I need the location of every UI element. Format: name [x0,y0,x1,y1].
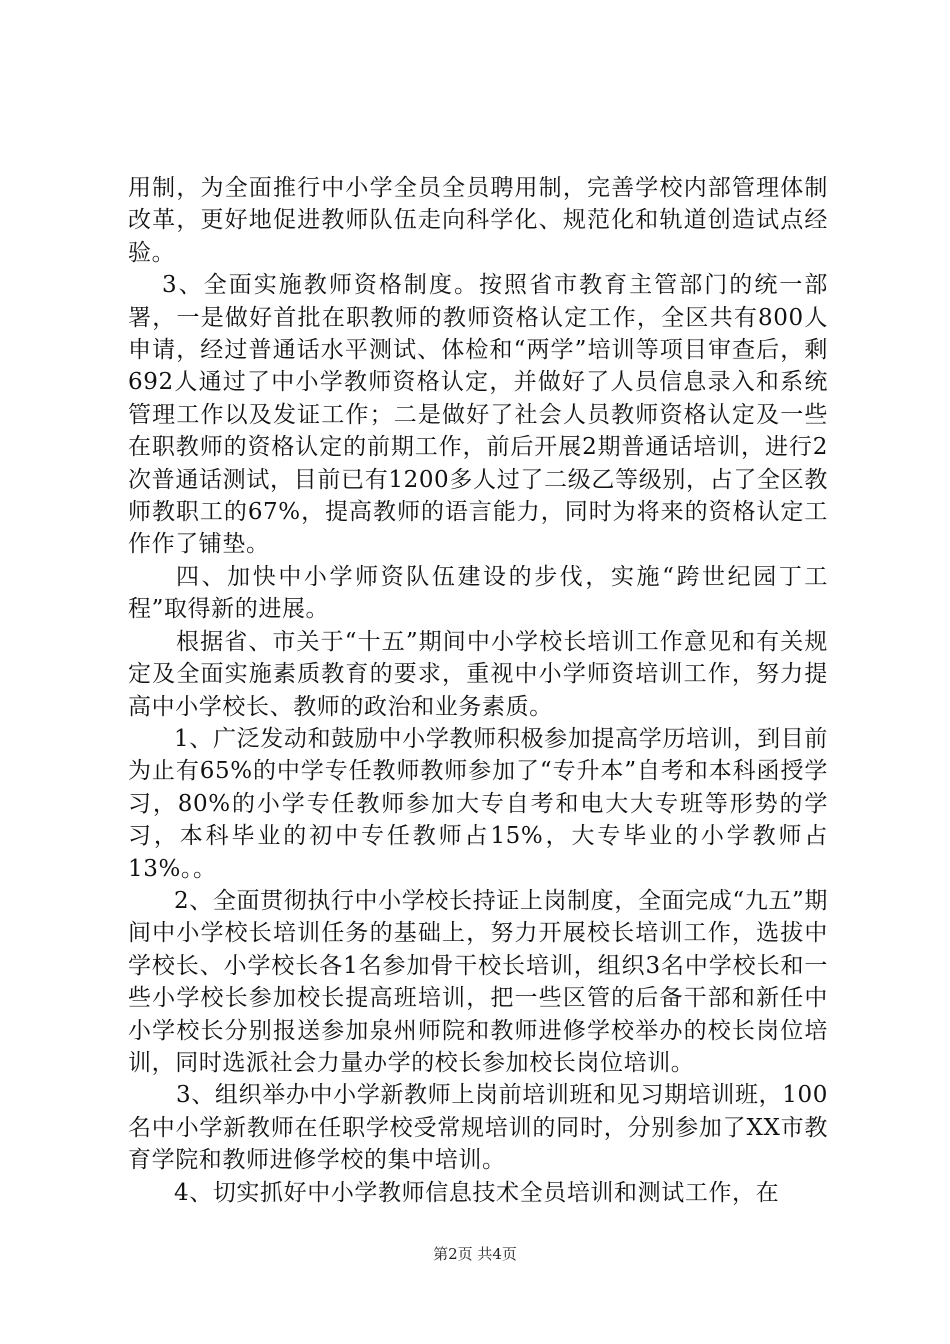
paragraph-3: 根据省、市关于“十五”期间中小学校长培训工作意见和有关规定及全面实施素质教育的要求，重视中小学师资培训工作，努力提高中小学校长、教师的政治和业务素质。 [128,628,828,720]
paragraph-7: 4、切实抓好中小学教师信息技术全员培训和测试工作，在 [174,1179,780,1206]
paragraph-6: 3、组织举办中小学新教师上岗前培训班和见习期培训班，100名中小学新教师在任职学校受常规培训的同时，分别参加了XX市教育学院和教师进修学校的集中培训。 [128,1082,828,1174]
paragraph-4: 1、广泛发动和鼓励中小学教师积极参加提高学历培训，到目前为止有65%的中学专任教师教师参加了“专升本”自考和本科函授学习，80%的小学专任教师参加大专自考和电大大专班等形势的学习，本科毕业的初中专任教师占15%，大专毕业的小学教师占13%。。 [128,725,828,882]
paragraph-2: 3、全面实施教师资格制度。按照省市教育主管部门的统一部署，一是做好首批在职教师的教师资格认定工作，全区共有800人申请，经过普通话水平测试、体检和“两学”培训等项目审查后，剩692人通过了中小学教师资格认定，并做好了人员信息录入和系统管理工作以及发证工作；二是做好了社会人员教师资格认定及一些在职教师的资格认定的前期工作，前后开展2期普通话培训，进行2次普通话测试，目前已有1200多人过了二级乙等级别，占了全区教师教职工的67%，提高教师的语言能力，同时为将来的资格认定工作作了铺垫。 [128,272,828,558]
page-footer: 第2页 共4页 [433,1245,517,1263]
paragraph-1: 用制，为全面推行中小学全员全员聘用制，完善学校内部管理体制改革，更好地促进教师队伍走向科学化、规范化和轨道创造试点经验。 [128,175,828,266]
section-heading: 四、加快中小学师资队伍建设的步伐，实施“跨世纪园丁工程”取得新的进展。 [128,563,828,623]
document-body [128,172,828,1209]
paragraph-5: 2、全面贯彻执行中小学校长持证上岗制度，全面完成“九五”期间中小学校长培训任务的基础上，努力开展校长培训工作，选拔中学校长、小学校长各1名参加骨干校长培训，组织3名中学校长和一些小学校长参加校长提高班培训，把一些区管的后备干部和新任中小学校长分别报送参加泉州师院和教师进修学校举办的校长岗位培训，同时选派社会力量办学的校长参加校长岗位培训。 [128,887,828,1076]
